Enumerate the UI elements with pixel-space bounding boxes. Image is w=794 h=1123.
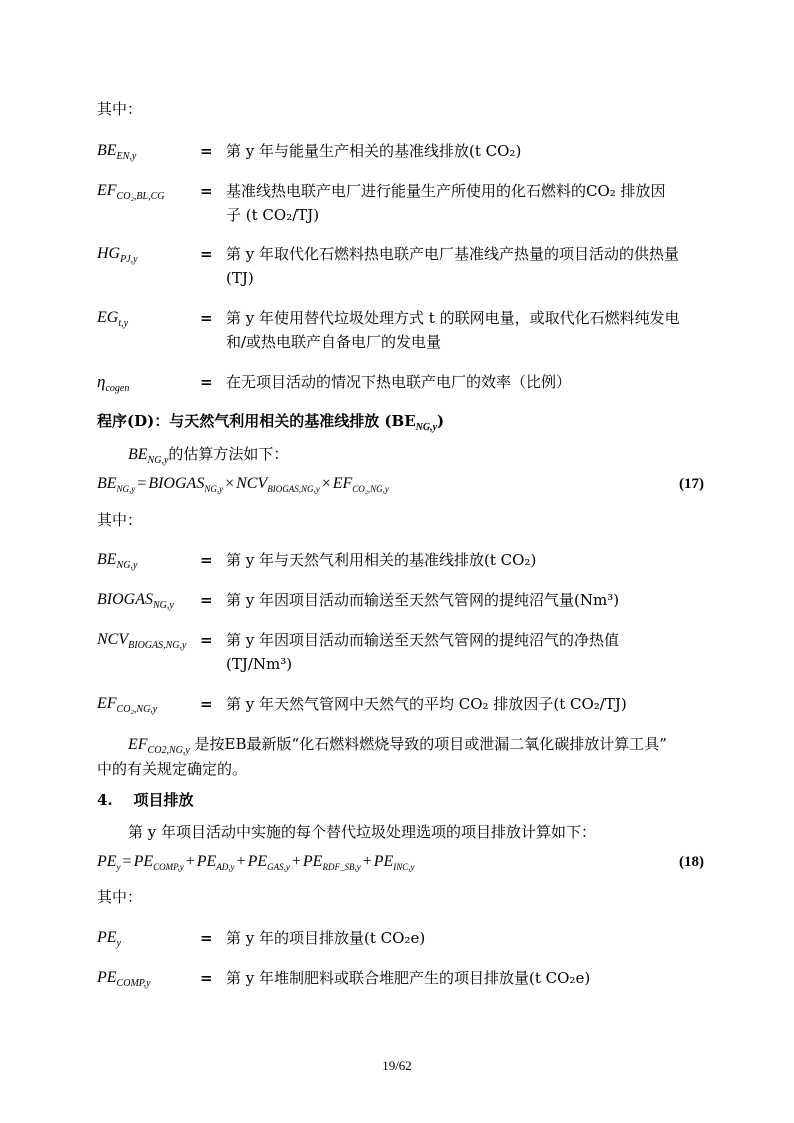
- equals-sign: =: [200, 373, 213, 391]
- variable-symbol: $EF_{CO_2,BL,CG}$: [97, 182, 165, 202]
- definition-text: 第 y 年取代化石燃料热电联产电厂基准线产热量的项目活动的供热量 (TJ): [226, 245, 680, 287]
- definition-text: 在无项目活动的情况下热电联产电厂的效率（比例）: [226, 373, 572, 391]
- definition-text: 第 y 年使用替代垃圾处理方式 t 的联网电量，或取代化石燃料纯发电 和/或热电联产自备电厂的发电量: [226, 309, 680, 351]
- equals-sign: =: [200, 929, 213, 947]
- equals-sign: =: [200, 631, 213, 649]
- definition-text: 第 y 年的项目排放量(t CO₂e): [226, 929, 426, 947]
- note-paragraph-line-1: $EF_{CO2,NG,y}$ 是按EB最新版“化石燃料燃烧导致的项目或泄漏二氧化碳排放计算工具”: [128, 735, 667, 756]
- definition-text: 第 y 年与能量生产相关的基准线排放(t CO₂): [226, 142, 522, 160]
- equals-sign: =: [200, 969, 213, 987]
- section-4-heading: 4. 项目排放: [97, 791, 194, 809]
- equals-sign: =: [200, 551, 213, 569]
- estimation-intro: $BE_{NG,y}$的估算方法如下：: [128, 445, 289, 466]
- variable-symbol: $BE_{EN,y}$: [97, 142, 137, 162]
- definition-text: 第 y 年与天然气利用相关的基准线排放(t CO₂): [226, 551, 537, 569]
- equation-18: $PE_y = PE_{COMP,y} + PE_{AD,y} + PE_{GAS,y} + PE_{RDF\_SB,y} + PE_{INC,y}$: [97, 853, 415, 872]
- variable-symbol: $PE_{COMP,y}$: [97, 969, 151, 989]
- definition-text: 第 y 年因项目活动而输送至天然气管网的提纯沼气量(Nm³): [226, 591, 620, 609]
- equals-sign: =: [200, 591, 213, 609]
- intro-text-2: 其中：: [97, 511, 143, 529]
- equation-17: $BE_{NG,y}$ = $BIOGAS_{NG,y} \times NCV_{BIOGAS,NG,y} \times EF_{CO_2,NG,y}$: [97, 475, 389, 494]
- equation-number-18: (18): [679, 854, 704, 870]
- variable-symbol: $EG_{t,y}$: [97, 309, 129, 329]
- equals-sign: =: [200, 695, 213, 713]
- variable-symbol: $PE_y$: [97, 929, 121, 949]
- variable-symbol: $BE_{NG,y}$: [97, 551, 138, 571]
- section-4-intro: 第 y 年项目活动中实施的每个替代垃圾处理选项的项目排放计算如下：: [128, 823, 597, 841]
- intro-text-1: 其中：: [97, 100, 143, 118]
- variable-symbol: $\eta_{cogen}$: [97, 372, 130, 394]
- variable-symbol: $BIOGAS_{NG,y}$: [97, 591, 174, 611]
- definition-text: 第 y 年因项目活动而输送至天然气管网的提纯沼气的净热值 (TJ/Nm³): [226, 631, 620, 673]
- definition-text: 第 y 年堆制肥料或联合堆肥产生的项目排放量(t CO₂e): [226, 969, 591, 987]
- definition-text: 第 y 年天然气管网中天然气的平均 CO₂ 排放因子(t CO₂/TJ): [226, 695, 627, 713]
- variable-symbol: $EF_{CO_2,NG,y}$: [97, 695, 158, 715]
- equals-sign: =: [200, 182, 213, 200]
- equals-sign: =: [200, 142, 213, 160]
- definition-text: 基准线热电联产电厂进行能量生产所使用的化石燃料的CO₂ 排放因 子 (t CO₂/TJ): [226, 182, 666, 224]
- intro-text-3: 其中：: [97, 888, 143, 906]
- equals-sign: =: [200, 245, 213, 263]
- variable-symbol: $HG_{PJ,y}$: [97, 245, 138, 265]
- procedure-d-heading: 程序(D)：与天然气利用相关的基准线排放 $(BE_{NG,y})$: [97, 412, 445, 433]
- variable-symbol: $NCV_{BIOGAS,NG,y}$: [97, 631, 187, 651]
- page-number: 19/62: [382, 1058, 412, 1073]
- equals-sign: =: [200, 309, 213, 327]
- equation-number-17: (17): [679, 476, 704, 492]
- note-paragraph-line-2: 中的有关规定确定的。: [97, 760, 248, 778]
